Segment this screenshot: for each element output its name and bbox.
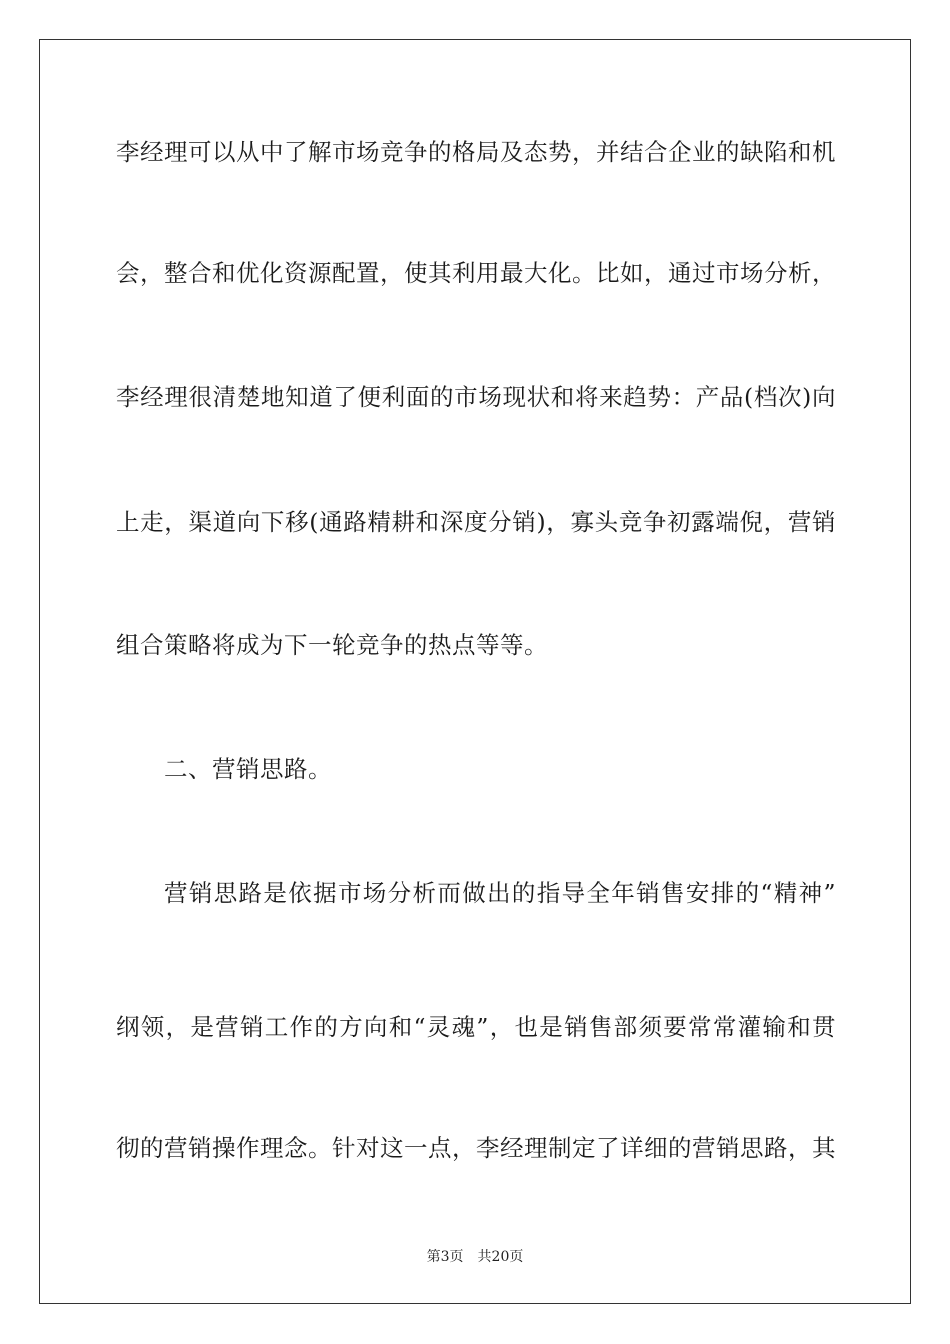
page-total: 共20页 — [477, 1249, 524, 1265]
page-border — [39, 39, 911, 1304]
body-text-line: 彻的营销操作理念。针对这一点，李经理制定了详细的营销思路，其 — [116, 1134, 836, 1162]
body-text-line: 李经理很清楚地知道了便利面的市场现状和将来趋势：产品(档次)向 — [116, 383, 836, 411]
body-text-line: 会，整合和优化资源配置，使其利用最大化。比如，通过市场分析， — [116, 259, 836, 287]
page-footer — [0, 1248, 950, 1266]
body-text-line: 营销思路是依据市场分析而做出的指导全年销售安排的“精神” — [164, 879, 836, 907]
body-text-line: 李经理可以从中了解市场竞争的格局及态势，并结合企业的缺陷和机 — [116, 138, 836, 166]
section-heading: 二、营销思路。 — [164, 755, 332, 783]
body-text-line: 上走，渠道向下移(通路精耕和深度分销)，寡头竞争初露端倪，营销 — [116, 508, 836, 536]
page-number: 第3页 — [426, 1249, 464, 1265]
body-text-line: 组合策略将成为下一轮竞争的热点等等。 — [116, 631, 548, 659]
body-text-line: 纲领，是营销工作的方向和“灵魂”，也是销售部须要常常灌输和贯 — [116, 1013, 836, 1041]
